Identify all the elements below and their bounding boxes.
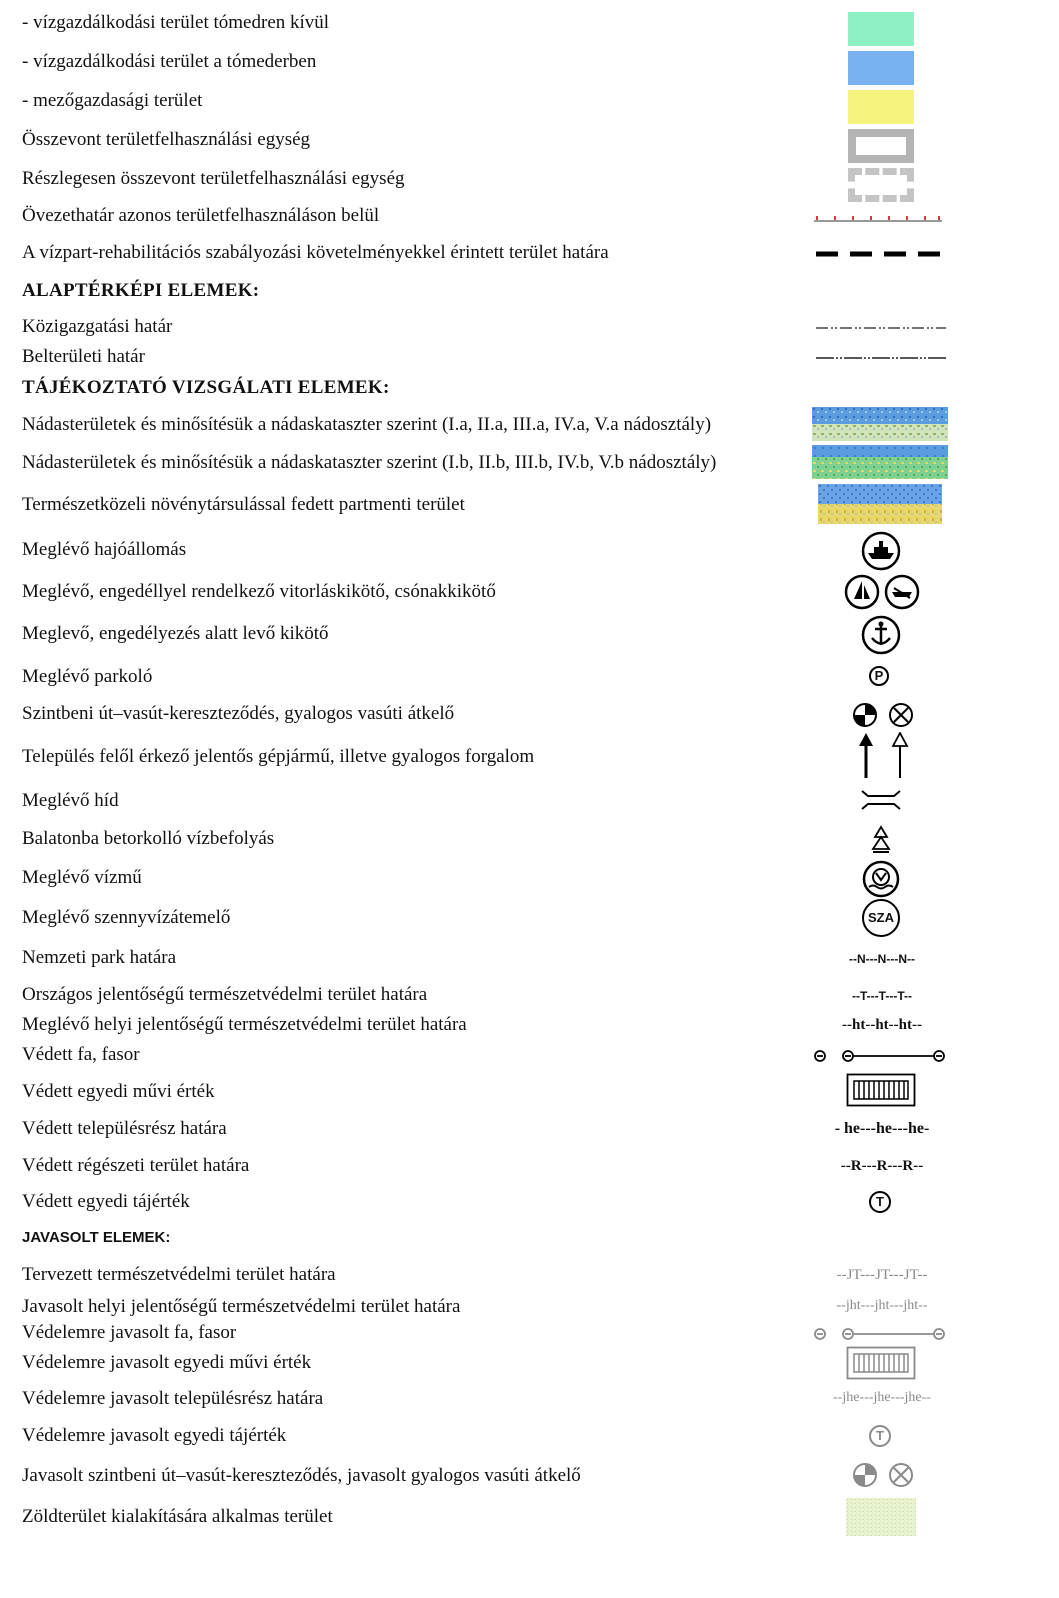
swatch-water-outside — [848, 12, 914, 46]
local-protected-border-symbol: --ht--ht--ht-- — [842, 1017, 922, 1033]
landscape-value-letter: T — [876, 1194, 884, 1209]
legend-label: Védelemre javasolt településrész határa — [22, 1388, 324, 1409]
legend-label: Közigazgatási határ — [22, 316, 173, 337]
legend-label: A vízpart-rehabilitációs szabályozási követelményekkel érintett terület határa — [22, 242, 609, 263]
legend-label: - vízgazdálkodási terület tómedren kívül — [22, 12, 330, 33]
natural-shore-pattern-symbol — [818, 484, 942, 524]
legend-label: Védelemre javasolt fa, fasor — [22, 1322, 237, 1343]
legend-label: Zöldterület kialakítására alkalmas terület — [22, 1506, 333, 1527]
rail-crossing-icon — [852, 702, 878, 728]
national-park-border-symbol: --N---N---N-- — [849, 952, 915, 966]
landscape-value-icon — [869, 1191, 891, 1213]
bridge-icon — [860, 788, 902, 812]
proposed-tree-symbol — [812, 1325, 948, 1341]
rehab-border-line-symbol — [816, 248, 946, 260]
protected-tree-symbol — [812, 1047, 948, 1063]
legend-label: Védett egyedi tájérték — [22, 1191, 190, 1212]
sewage-pump-icon — [862, 899, 900, 937]
pedestrian-traffic-arrow-icon — [890, 732, 910, 780]
legend-label: Belterületi határ — [22, 346, 145, 367]
legend-label: Részlegesen összevont területfelhasználási egység — [22, 168, 405, 189]
legend-label: Meglévő helyi jelentőségű természetvédelmi terület határa — [22, 1014, 467, 1035]
legend-label: Védett fa, fasor — [22, 1044, 140, 1065]
section-heading: JAVASOLT ELEMEK: — [22, 1229, 171, 1246]
legend-label: Nemzeti park határa — [22, 947, 177, 968]
protected-settlement-border-symbol: - he---he---he- — [834, 1120, 930, 1137]
legend-label: Meglévő hajóállomás — [22, 539, 187, 560]
legend-label: Védett egyedi művi érték — [22, 1081, 215, 1102]
legend-label: Javasolt szintbeni út–vasút-kereszteződés, javasolt gyalogos vasúti átkelő — [22, 1465, 581, 1486]
water-inflow-icon — [870, 825, 892, 855]
green-area-swatch — [846, 1498, 916, 1536]
section-heading: ALAPTÉRKÉPI ELEMEK: — [22, 280, 260, 301]
proposed-rail-crossing-icon — [852, 1462, 878, 1488]
legend-label: Balatonba betorkolló vízbefolyás — [22, 828, 275, 849]
waterworks-icon — [861, 859, 901, 899]
legend-label: Nádasterületek és minősítésük a nádaskataszter szerint (I.a, II.a, III.a, IV.a, V.a nádosztály) — [22, 414, 712, 435]
legend-label: Természetközeli növénytársulással fedett partmenti terület — [22, 494, 465, 515]
legend-label: - mezőgazdasági terület — [22, 90, 203, 111]
legend-label: Település felől érkező jelentős gépjármű, illetve gyalogos forgalom — [22, 746, 535, 767]
proposed-settlement-border-symbol: --jhe---jhe---jhe-- — [833, 1390, 931, 1405]
anchor-icon — [861, 615, 901, 655]
archaeology-border-symbol: --R---R---R-- — [840, 1158, 924, 1174]
legend-label: Szintbeni út–vasút-kereszteződés, gyalogos vasúti átkelő — [22, 703, 455, 724]
national-protected-border-symbol: --T---T---T-- — [852, 989, 912, 1003]
swatch-merged-unit — [848, 129, 914, 163]
parking-letter: P — [874, 668, 884, 683]
legend-label: Országos jelentőségű természetvédelmi terület határa — [22, 984, 428, 1005]
proposed-landscape-letter: T — [876, 1428, 884, 1443]
proposed-pedestrian-crossing-icon — [888, 1462, 914, 1488]
legend-label: Meglévő parkoló — [22, 666, 153, 687]
legend-label: Nádasterületek és minősítésük a nádaskataszter szerint (I.b, II.b, III.b, IV.b, V.b nádosztály) — [22, 452, 717, 473]
proposed-landscape-icon — [869, 1425, 891, 1447]
legend-label: Védelemre javasolt egyedi művi érték — [22, 1352, 312, 1373]
legend-label: Javasolt helyi jelentőségű természetvédelmi terület határa — [22, 1296, 461, 1317]
legend-label: Meglévő vízmű — [22, 867, 142, 888]
legend-label: Összevont területfelhasználási egység — [22, 129, 311, 150]
swatch-partial-merged — [848, 168, 914, 202]
rowboat-harbour-icon — [884, 574, 920, 610]
swatch-agri — [848, 90, 914, 124]
reed-b-pattern-symbol — [812, 445, 948, 479]
proposed-local-protected-border-symbol: --jht---jht---jht-- — [836, 1298, 928, 1313]
legend-label: Tervezett természetvédelmi terület határa — [22, 1264, 336, 1285]
vehicle-traffic-arrow-icon — [856, 732, 876, 780]
sailboat-harbour-icon — [844, 574, 880, 610]
pedestrian-crossing-icon — [888, 702, 914, 728]
swatch-water-inside — [848, 51, 914, 85]
legend-label: Védett régészeti terület határa — [22, 1155, 250, 1176]
zone-border-line-symbol — [814, 213, 942, 225]
planned-protected-border-symbol: --JT---JT---JT-- — [836, 1267, 928, 1283]
legend-label: Meglevő, engedélyezés alatt levő kikötő — [22, 623, 329, 644]
legend-label: Védett településrész határa — [22, 1118, 227, 1139]
section-heading: TÁJÉKOZTATÓ VIZSGÁLATI ELEMEK: — [22, 377, 390, 398]
legend-label: - vízgazdálkodási terület a tómederben — [22, 51, 317, 72]
legend-label: Védelemre javasolt egyedi tájérték — [22, 1425, 287, 1446]
ship-station-icon — [861, 531, 901, 571]
legend-label: Meglévő, engedéllyel rendelkező vitorláskikötő, csónakkikötő — [22, 581, 496, 602]
admin-border-line-symbol — [816, 322, 946, 332]
legend-label: Övezethatár azonos területfelhasználáson belül — [22, 205, 380, 226]
legend-label: Meglévő szennyvízátemelő — [22, 907, 231, 928]
sewage-pump-label: SZA — [868, 910, 894, 925]
protected-building-icon — [846, 1073, 916, 1107]
inner-border-line-symbol — [816, 352, 946, 362]
proposed-building-icon — [846, 1346, 916, 1380]
parking-icon — [869, 666, 889, 686]
reed-a-pattern-symbol — [812, 407, 948, 441]
legend-label: Meglévő híd — [22, 790, 119, 811]
